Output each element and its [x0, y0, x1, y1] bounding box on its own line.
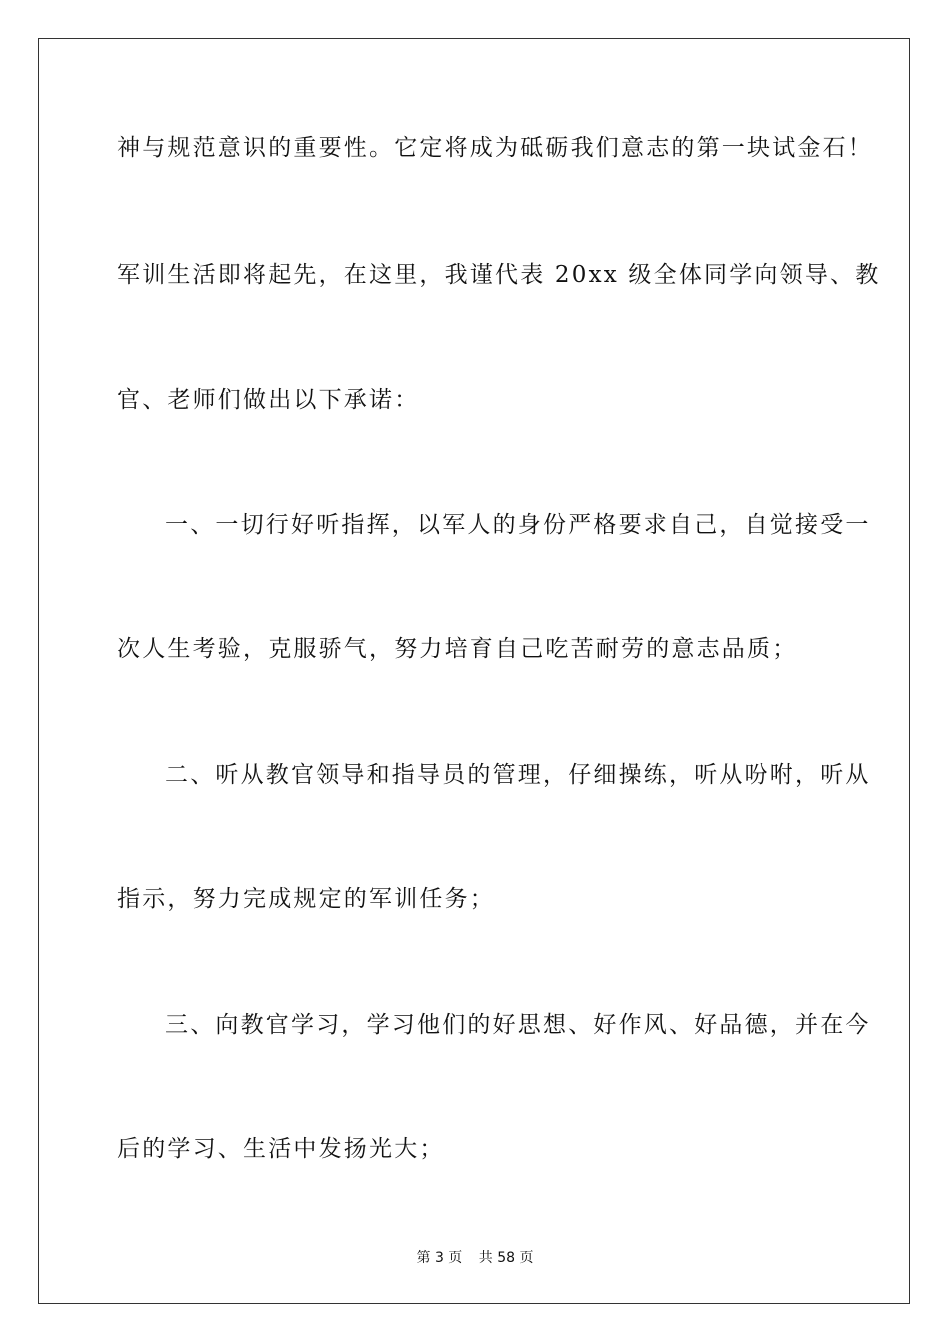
paragraph-item-2: 二、听从教官领导和指导员的管理，仔细操练，听从吩咐，听从: [165, 762, 871, 788]
text-line: 后的学习、生活中发扬光大；: [117, 1136, 445, 1162]
paragraph-item-1: 一、一切行好听指挥，以军人的身份严格要求自己，自觉接受一: [165, 512, 871, 538]
text-line: 官、老师们做出以下承诺：: [117, 387, 420, 413]
text-line: 指示，努力完成规定的军训任务；: [117, 886, 495, 912]
text-line: 次人生考验，克服骄气，努力培育自己吃苦耐劳的意志品质；: [117, 636, 798, 662]
text-line: 神与规范意识的重要性。它定将成为砥砺我们意志的第一块试金石！: [117, 135, 873, 161]
page-border: [38, 38, 910, 1304]
paragraph-item-3: 三、向教官学习，学习他们的好思想、好作风、好品德，并在今: [165, 1012, 871, 1038]
page-number: 第 3 页: [416, 1250, 463, 1266]
page-footer: [0, 1247, 950, 1267]
page-total: 共 58 页: [478, 1250, 534, 1266]
text-line: 军训生活即将起先，在这里，我谨代表 20xx 级全体同学向领导、教: [117, 262, 881, 288]
